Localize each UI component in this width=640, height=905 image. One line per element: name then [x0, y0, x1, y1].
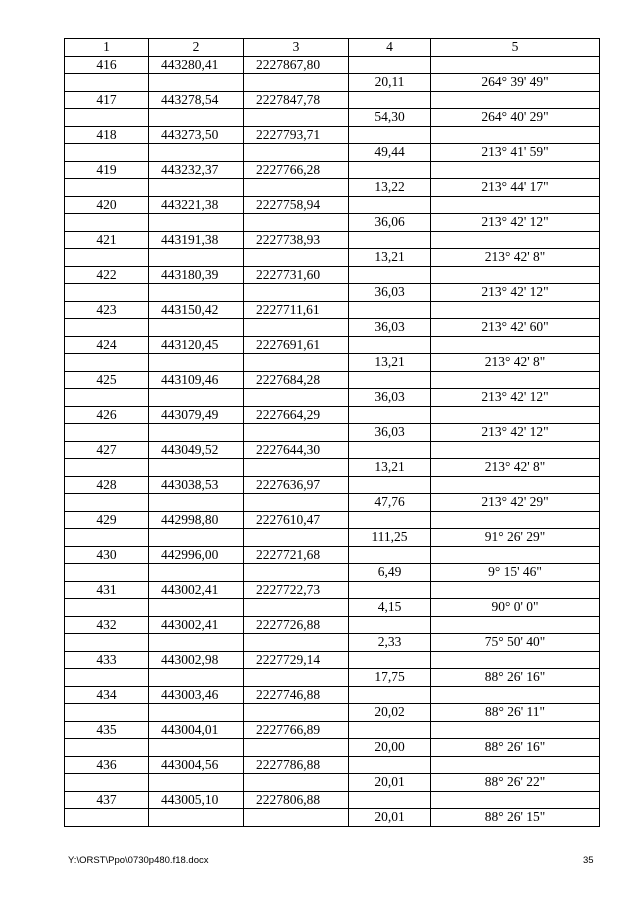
point-number-cell: 424	[65, 336, 149, 354]
point-number-cell	[65, 284, 149, 302]
page-number: 35	[583, 855, 594, 866]
distance-cell	[349, 476, 431, 494]
distance-cell: 20,00	[349, 739, 431, 757]
point-number-cell: 421	[65, 231, 149, 249]
table-row	[65, 319, 600, 337]
bearing-cell	[431, 196, 600, 214]
bearing-cell: 213° 42' 8"	[431, 459, 600, 477]
bearing-cell	[431, 91, 600, 109]
y-coordinate-cell: 2227711,61	[244, 301, 349, 319]
table-row	[65, 249, 600, 267]
table-row	[65, 74, 600, 92]
point-number-cell	[65, 599, 149, 617]
point-number-cell	[65, 809, 149, 827]
distance-cell: 20,11	[349, 74, 431, 92]
bearing-cell: 88° 26' 11"	[431, 704, 600, 722]
table-row	[65, 791, 600, 809]
point-number-cell: 431	[65, 581, 149, 599]
point-number-cell: 437	[65, 791, 149, 809]
x-coordinate-cell	[149, 564, 244, 582]
table-row	[65, 371, 600, 389]
x-coordinate-cell	[149, 529, 244, 547]
table-row	[65, 389, 600, 407]
bearing-cell: 75° 50' 40"	[431, 634, 600, 652]
y-coordinate-cell	[244, 634, 349, 652]
bearing-cell	[431, 231, 600, 249]
x-coordinate-cell: 442996,00	[149, 546, 244, 564]
bearing-cell: 213° 42' 60"	[431, 319, 600, 337]
point-number-cell: 418	[65, 126, 149, 144]
point-number-cell	[65, 564, 149, 582]
distance-cell: 47,76	[349, 494, 431, 512]
x-coordinate-cell: 443180,39	[149, 266, 244, 284]
point-number-cell	[65, 354, 149, 372]
table-row	[65, 441, 600, 459]
y-coordinate-cell	[244, 459, 349, 477]
point-number-cell	[65, 179, 149, 197]
point-number-cell: 422	[65, 266, 149, 284]
distance-cell	[349, 231, 431, 249]
table-row	[65, 336, 600, 354]
x-coordinate-cell	[149, 634, 244, 652]
point-number-cell: 427	[65, 441, 149, 459]
x-coordinate-cell: 443049,52	[149, 441, 244, 459]
x-coordinate-cell	[149, 424, 244, 442]
bearing-cell: 213° 42' 12"	[431, 284, 600, 302]
x-coordinate-cell: 443278,54	[149, 91, 244, 109]
x-coordinate-cell: 443003,46	[149, 686, 244, 704]
y-coordinate-cell: 2227729,14	[244, 651, 349, 669]
bearing-cell	[431, 581, 600, 599]
table-row	[65, 599, 600, 617]
y-coordinate-cell: 2227766,28	[244, 161, 349, 179]
table-row	[65, 91, 600, 109]
x-coordinate-cell	[149, 144, 244, 162]
bearing-cell: 91° 26' 29"	[431, 529, 600, 547]
bearing-cell	[431, 126, 600, 144]
table-row	[65, 144, 600, 162]
distance-cell: 20,02	[349, 704, 431, 722]
y-coordinate-cell: 2227691,61	[244, 336, 349, 354]
y-coordinate-cell	[244, 564, 349, 582]
table-row	[65, 704, 600, 722]
bearing-cell	[431, 336, 600, 354]
table-row	[65, 424, 600, 442]
x-coordinate-cell	[149, 74, 244, 92]
point-number-cell: 426	[65, 406, 149, 424]
bearing-cell	[431, 511, 600, 529]
table-row	[65, 756, 600, 774]
table-row	[65, 634, 600, 652]
distance-cell: 36,03	[349, 424, 431, 442]
bearing-cell	[431, 686, 600, 704]
table-row	[65, 546, 600, 564]
x-coordinate-cell: 443221,38	[149, 196, 244, 214]
distance-cell	[349, 721, 431, 739]
header-row	[65, 39, 600, 57]
bearing-cell: 213° 44' 17"	[431, 179, 600, 197]
bearing-cell: 88° 26' 22"	[431, 774, 600, 792]
bearing-cell	[431, 546, 600, 564]
distance-cell: 49,44	[349, 144, 431, 162]
y-coordinate-cell: 2227726,88	[244, 616, 349, 634]
x-coordinate-cell	[149, 319, 244, 337]
bearing-cell: 90° 0' 0"	[431, 599, 600, 617]
header-cell-5: 5	[431, 39, 600, 57]
y-coordinate-cell: 2227793,71	[244, 126, 349, 144]
table-row	[65, 56, 600, 74]
x-coordinate-cell	[149, 459, 244, 477]
distance-cell	[349, 616, 431, 634]
table-row	[65, 196, 600, 214]
y-coordinate-cell: 2227786,88	[244, 756, 349, 774]
table-row	[65, 686, 600, 704]
x-coordinate-cell	[149, 179, 244, 197]
point-number-cell	[65, 774, 149, 792]
distance-cell: 20,01	[349, 809, 431, 827]
bearing-cell	[431, 651, 600, 669]
x-coordinate-cell: 443004,56	[149, 756, 244, 774]
x-coordinate-cell	[149, 109, 244, 127]
x-coordinate-cell	[149, 739, 244, 757]
y-coordinate-cell	[244, 809, 349, 827]
point-number-cell	[65, 319, 149, 337]
y-coordinate-cell: 2227758,94	[244, 196, 349, 214]
x-coordinate-cell: 443191,38	[149, 231, 244, 249]
y-coordinate-cell	[244, 774, 349, 792]
y-coordinate-cell: 2227806,88	[244, 791, 349, 809]
y-coordinate-cell	[244, 109, 349, 127]
y-coordinate-cell	[244, 529, 349, 547]
distance-cell	[349, 791, 431, 809]
x-coordinate-cell	[149, 774, 244, 792]
bearing-cell	[431, 476, 600, 494]
distance-cell	[349, 266, 431, 284]
x-coordinate-cell: 443150,42	[149, 301, 244, 319]
x-coordinate-cell: 442998,80	[149, 511, 244, 529]
point-number-cell: 428	[65, 476, 149, 494]
x-coordinate-cell	[149, 599, 244, 617]
y-coordinate-cell	[244, 704, 349, 722]
table-row	[65, 406, 600, 424]
distance-cell	[349, 406, 431, 424]
y-coordinate-cell: 2227636,97	[244, 476, 349, 494]
table-row	[65, 721, 600, 739]
bearing-cell: 88° 26' 16"	[431, 669, 600, 687]
bearing-cell: 213° 42' 29"	[431, 494, 600, 512]
x-coordinate-cell: 443002,98	[149, 651, 244, 669]
table-row	[65, 476, 600, 494]
distance-cell	[349, 301, 431, 319]
bearing-cell: 213° 41' 59"	[431, 144, 600, 162]
bearing-cell	[431, 721, 600, 739]
point-number-cell: 419	[65, 161, 149, 179]
bearing-cell: 213° 42' 8"	[431, 354, 600, 372]
point-number-cell	[65, 144, 149, 162]
distance-cell: 36,03	[349, 284, 431, 302]
table-row	[65, 214, 600, 232]
point-number-cell: 434	[65, 686, 149, 704]
bearing-cell	[431, 266, 600, 284]
distance-cell	[349, 546, 431, 564]
y-coordinate-cell: 2227847,78	[244, 91, 349, 109]
x-coordinate-cell	[149, 494, 244, 512]
y-coordinate-cell: 2227722,73	[244, 581, 349, 599]
x-coordinate-cell: 443038,53	[149, 476, 244, 494]
distance-cell	[349, 511, 431, 529]
point-number-cell: 430	[65, 546, 149, 564]
point-number-cell	[65, 634, 149, 652]
table-row	[65, 179, 600, 197]
distance-cell: 54,30	[349, 109, 431, 127]
y-coordinate-cell	[244, 739, 349, 757]
x-coordinate-cell	[149, 704, 244, 722]
y-coordinate-cell	[244, 249, 349, 267]
x-coordinate-cell: 443005,10	[149, 791, 244, 809]
distance-cell	[349, 56, 431, 74]
distance-cell: 2,33	[349, 634, 431, 652]
distance-cell	[349, 441, 431, 459]
table-row	[65, 511, 600, 529]
x-coordinate-cell	[149, 214, 244, 232]
table-row	[65, 161, 600, 179]
table-row	[65, 616, 600, 634]
x-coordinate-cell: 443004,01	[149, 721, 244, 739]
x-coordinate-cell: 443280,41	[149, 56, 244, 74]
x-coordinate-cell: 443109,46	[149, 371, 244, 389]
y-coordinate-cell	[244, 669, 349, 687]
distance-cell	[349, 196, 431, 214]
point-number-cell: 432	[65, 616, 149, 634]
bearing-cell: 9° 15' 46"	[431, 564, 600, 582]
distance-cell: 36,03	[349, 389, 431, 407]
bearing-cell: 213° 42' 12"	[431, 214, 600, 232]
table-row	[65, 266, 600, 284]
y-coordinate-cell: 2227684,28	[244, 371, 349, 389]
distance-cell	[349, 581, 431, 599]
header-cell-3: 3	[244, 39, 349, 57]
header-cell-2: 2	[149, 39, 244, 57]
y-coordinate-cell: 2227766,89	[244, 721, 349, 739]
table-row	[65, 354, 600, 372]
distance-cell: 13,22	[349, 179, 431, 197]
distance-cell: 6,49	[349, 564, 431, 582]
y-coordinate-cell: 2227731,60	[244, 266, 349, 284]
distance-cell: 4,15	[349, 599, 431, 617]
distance-cell	[349, 371, 431, 389]
coordinates-table	[64, 38, 600, 827]
point-number-cell: 425	[65, 371, 149, 389]
distance-cell: 36,06	[349, 214, 431, 232]
y-coordinate-cell: 2227644,30	[244, 441, 349, 459]
x-coordinate-cell	[149, 809, 244, 827]
bearing-cell	[431, 301, 600, 319]
distance-cell: 20,01	[349, 774, 431, 792]
bearing-cell: 264° 40' 29"	[431, 109, 600, 127]
table-row	[65, 651, 600, 669]
table-row	[65, 809, 600, 827]
distance-cell: 13,21	[349, 354, 431, 372]
x-coordinate-cell: 443232,37	[149, 161, 244, 179]
bearing-cell	[431, 791, 600, 809]
y-coordinate-cell: 2227867,80	[244, 56, 349, 74]
point-number-cell	[65, 214, 149, 232]
bearing-cell: 264° 39' 49"	[431, 74, 600, 92]
bearing-cell: 88° 26' 16"	[431, 739, 600, 757]
y-coordinate-cell	[244, 424, 349, 442]
bearing-cell	[431, 756, 600, 774]
point-number-cell: 417	[65, 91, 149, 109]
table-row	[65, 564, 600, 582]
point-number-cell: 420	[65, 196, 149, 214]
y-coordinate-cell	[244, 214, 349, 232]
footer-file-path: Y:\ORST\Ppo\0730p480.f18.docx	[68, 855, 209, 866]
table-row	[65, 284, 600, 302]
point-number-cell	[65, 739, 149, 757]
header-cell-4: 4	[349, 39, 431, 57]
bearing-cell	[431, 56, 600, 74]
y-coordinate-cell	[244, 144, 349, 162]
distance-cell	[349, 756, 431, 774]
table-row	[65, 301, 600, 319]
y-coordinate-cell: 2227738,93	[244, 231, 349, 249]
bearing-cell	[431, 371, 600, 389]
distance-cell: 13,21	[349, 459, 431, 477]
table-row	[65, 581, 600, 599]
x-coordinate-cell	[149, 284, 244, 302]
table-row	[65, 109, 600, 127]
bearing-cell: 213° 42' 12"	[431, 389, 600, 407]
table-row	[65, 231, 600, 249]
table-body	[65, 56, 600, 826]
y-coordinate-cell	[244, 389, 349, 407]
distance-cell: 111,25	[349, 529, 431, 547]
x-coordinate-cell: 443002,41	[149, 616, 244, 634]
point-number-cell	[65, 249, 149, 267]
y-coordinate-cell: 2227746,88	[244, 686, 349, 704]
distance-cell	[349, 161, 431, 179]
point-number-cell: 433	[65, 651, 149, 669]
bearing-cell	[431, 161, 600, 179]
table-row	[65, 669, 600, 687]
distance-cell: 13,21	[349, 249, 431, 267]
table-row	[65, 459, 600, 477]
bearing-cell: 213° 42' 12"	[431, 424, 600, 442]
y-coordinate-cell	[244, 179, 349, 197]
point-number-cell: 435	[65, 721, 149, 739]
x-coordinate-cell: 443079,49	[149, 406, 244, 424]
point-number-cell	[65, 669, 149, 687]
point-number-cell	[65, 494, 149, 512]
point-number-cell: 436	[65, 756, 149, 774]
table-row	[65, 739, 600, 757]
y-coordinate-cell	[244, 599, 349, 617]
distance-cell	[349, 336, 431, 354]
bearing-cell: 213° 42' 8"	[431, 249, 600, 267]
point-number-cell: 416	[65, 56, 149, 74]
point-number-cell: 429	[65, 511, 149, 529]
point-number-cell: 423	[65, 301, 149, 319]
table-row	[65, 494, 600, 512]
header-cell-1: 1	[65, 39, 149, 57]
bearing-cell	[431, 406, 600, 424]
x-coordinate-cell: 443002,41	[149, 581, 244, 599]
point-number-cell	[65, 109, 149, 127]
x-coordinate-cell	[149, 354, 244, 372]
distance-cell: 36,03	[349, 319, 431, 337]
table-row	[65, 529, 600, 547]
table-row	[65, 774, 600, 792]
y-coordinate-cell	[244, 319, 349, 337]
x-coordinate-cell	[149, 249, 244, 267]
x-coordinate-cell	[149, 669, 244, 687]
point-number-cell	[65, 459, 149, 477]
point-number-cell	[65, 74, 149, 92]
x-coordinate-cell: 443273,50	[149, 126, 244, 144]
x-coordinate-cell: 443120,45	[149, 336, 244, 354]
distance-cell	[349, 91, 431, 109]
distance-cell: 17,75	[349, 669, 431, 687]
distance-cell	[349, 126, 431, 144]
y-coordinate-cell	[244, 494, 349, 512]
y-coordinate-cell: 2227721,68	[244, 546, 349, 564]
point-number-cell	[65, 529, 149, 547]
bearing-cell: 88° 26' 15"	[431, 809, 600, 827]
y-coordinate-cell: 2227664,29	[244, 406, 349, 424]
bearing-cell	[431, 441, 600, 459]
y-coordinate-cell	[244, 74, 349, 92]
point-number-cell	[65, 389, 149, 407]
bearing-cell	[431, 616, 600, 634]
table-row	[65, 126, 600, 144]
point-number-cell	[65, 704, 149, 722]
y-coordinate-cell: 2227610,47	[244, 511, 349, 529]
y-coordinate-cell	[244, 354, 349, 372]
distance-cell	[349, 651, 431, 669]
point-number-cell	[65, 424, 149, 442]
y-coordinate-cell	[244, 284, 349, 302]
x-coordinate-cell	[149, 389, 244, 407]
distance-cell	[349, 686, 431, 704]
